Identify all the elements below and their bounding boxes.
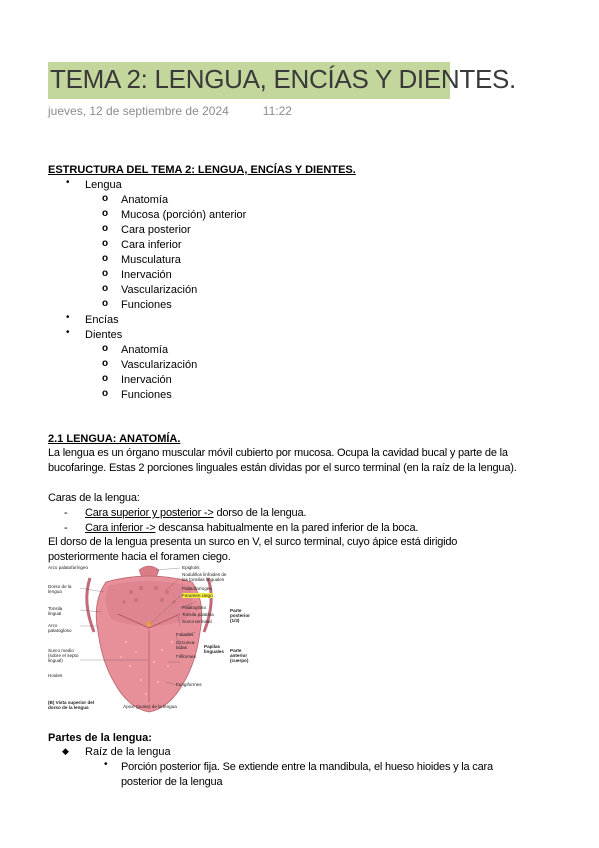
paragraph: El dorso de la lengua presenta un surco en V, el surco terminal, cuyo ápice está dirigido posteriormente hacia el foramen ciego. <box>48 536 458 563</box>
diamond-bullet: ◆ <box>62 746 69 756</box>
list-item-dientes: Dientes <box>85 329 123 341</box>
bullet: • <box>66 312 70 323</box>
figure-label: Filiformes <box>176 654 196 659</box>
bullet: • <box>66 177 70 188</box>
list-item: Funciones <box>121 389 172 401</box>
figure-label: Dorso de la lengua <box>48 584 72 594</box>
list-item: Vascularización <box>121 284 198 296</box>
figure-label: Foliadas <box>176 632 194 637</box>
figure-label: Ápice (punta) de la lengua <box>123 704 177 709</box>
figure-label: Arco palatofaríngeo <box>48 565 89 570</box>
list-item: Cara inferior <box>121 239 182 251</box>
figure-label: Arco palatogloso <box>48 623 72 633</box>
section-heading: 2.1 LENGUA: ANATOMÍA. <box>48 433 181 445</box>
time: 11:22 <box>262 104 292 118</box>
figure-label: Circunva-ladas <box>176 640 196 650</box>
figure-part-label: Parte posterior (1/3) <box>230 608 250 623</box>
dash: - <box>64 522 68 534</box>
date-line <box>48 104 292 118</box>
page-title-box <box>48 62 516 99</box>
sub-bullet: o <box>102 298 109 309</box>
sub-bullet: o <box>102 238 109 249</box>
list-item: Inervación <box>121 374 172 386</box>
sub-bullet: o <box>102 268 109 279</box>
sub-bullet: o <box>102 283 109 294</box>
figure-label: Surco terminal <box>182 619 212 624</box>
figure-label: Tonsila palatina <box>182 612 214 617</box>
cara-item-2: Cara inferior -> descansa habitualmente en la pared inferior de la boca. <box>85 522 419 534</box>
tongue-figure <box>46 562 254 722</box>
paragraph: Porción posterior fija. Se extiende entre la mandibula, el hueso hioides y la cara posterior de la lengua <box>121 761 493 788</box>
list-item: Anatomía <box>121 194 169 206</box>
structure-heading: ESTRUCTURA DEL TEMA 2: LENGUA, ENCÍAS Y DIENTES. <box>48 164 356 176</box>
page-title: TEMA 2: LENGUA, ENCÍAS Y DIENTES. <box>50 64 516 94</box>
figure-part-label: Parte anterior (cuerpo) <box>230 648 249 663</box>
bullet: • <box>66 327 70 338</box>
figure-label: Tonsila lingual <box>48 606 63 616</box>
figure-label: Epiglotis <box>182 565 200 570</box>
list-item-encias: Encías <box>85 314 119 326</box>
tongue-illustration <box>46 562 254 722</box>
sub-bullet: o <box>102 388 109 399</box>
list-item: Anatomía <box>121 344 169 356</box>
sub-bullet: o <box>102 358 109 369</box>
list-item: Vascularización <box>121 359 198 371</box>
cara-item-1: Cara superior y posterior -> dorso de la lengua. <box>85 507 307 519</box>
list-item-raiz: Raíz de la lengua <box>85 746 171 758</box>
list-item: Funciones <box>121 299 172 311</box>
figure-caption: (B) Vista superior del dorso de la lengua <box>48 700 95 710</box>
figure-label: Surco medio (sobre el septo lingual) <box>48 648 79 663</box>
caras-label: Caras de la lengua: <box>48 492 140 504</box>
sub-bullet: o <box>102 193 109 204</box>
figure-label: Fungiformes <box>176 682 202 687</box>
dash: - <box>64 507 68 519</box>
figure-label: Nodulillos linfoides de las tonsilas linguales <box>182 572 227 582</box>
figure-label-highlighted: Foramen ciego <box>182 593 213 598</box>
figure-label: Palatofaríngeo <box>182 586 212 591</box>
list-item-lengua: Lengua <box>85 179 122 191</box>
list-item: Mucosa (porción) anterior <box>121 209 247 221</box>
partes-heading: Partes de la lengua: <box>48 732 152 744</box>
figure-label: Palatogloso <box>182 605 207 610</box>
list-item: Cara posterior <box>121 224 191 236</box>
sub-bullet: o <box>102 343 109 354</box>
sub-bullet: o <box>102 208 109 219</box>
bullet: • <box>104 759 108 770</box>
list-item: Musculatura <box>121 254 181 266</box>
sub-bullet: o <box>102 373 109 384</box>
list-item: Inervación <box>121 269 172 281</box>
sub-bullet: o <box>102 253 109 264</box>
figure-label: Hoides <box>48 673 63 678</box>
date: jueves, 12 de septiembre de 2024 <box>48 104 229 118</box>
figure-part-label: Papilas linguales <box>204 644 224 654</box>
sub-bullet: o <box>102 223 109 234</box>
paragraph: La lengua es un órgano muscular móvil cubierto por mucosa. Ocupa la cavidad bucal y parte de la bucofaringe. Estas 2 porciones linguales están dividas por el surco terminal (en la raíz de la lengua). <box>48 447 517 474</box>
